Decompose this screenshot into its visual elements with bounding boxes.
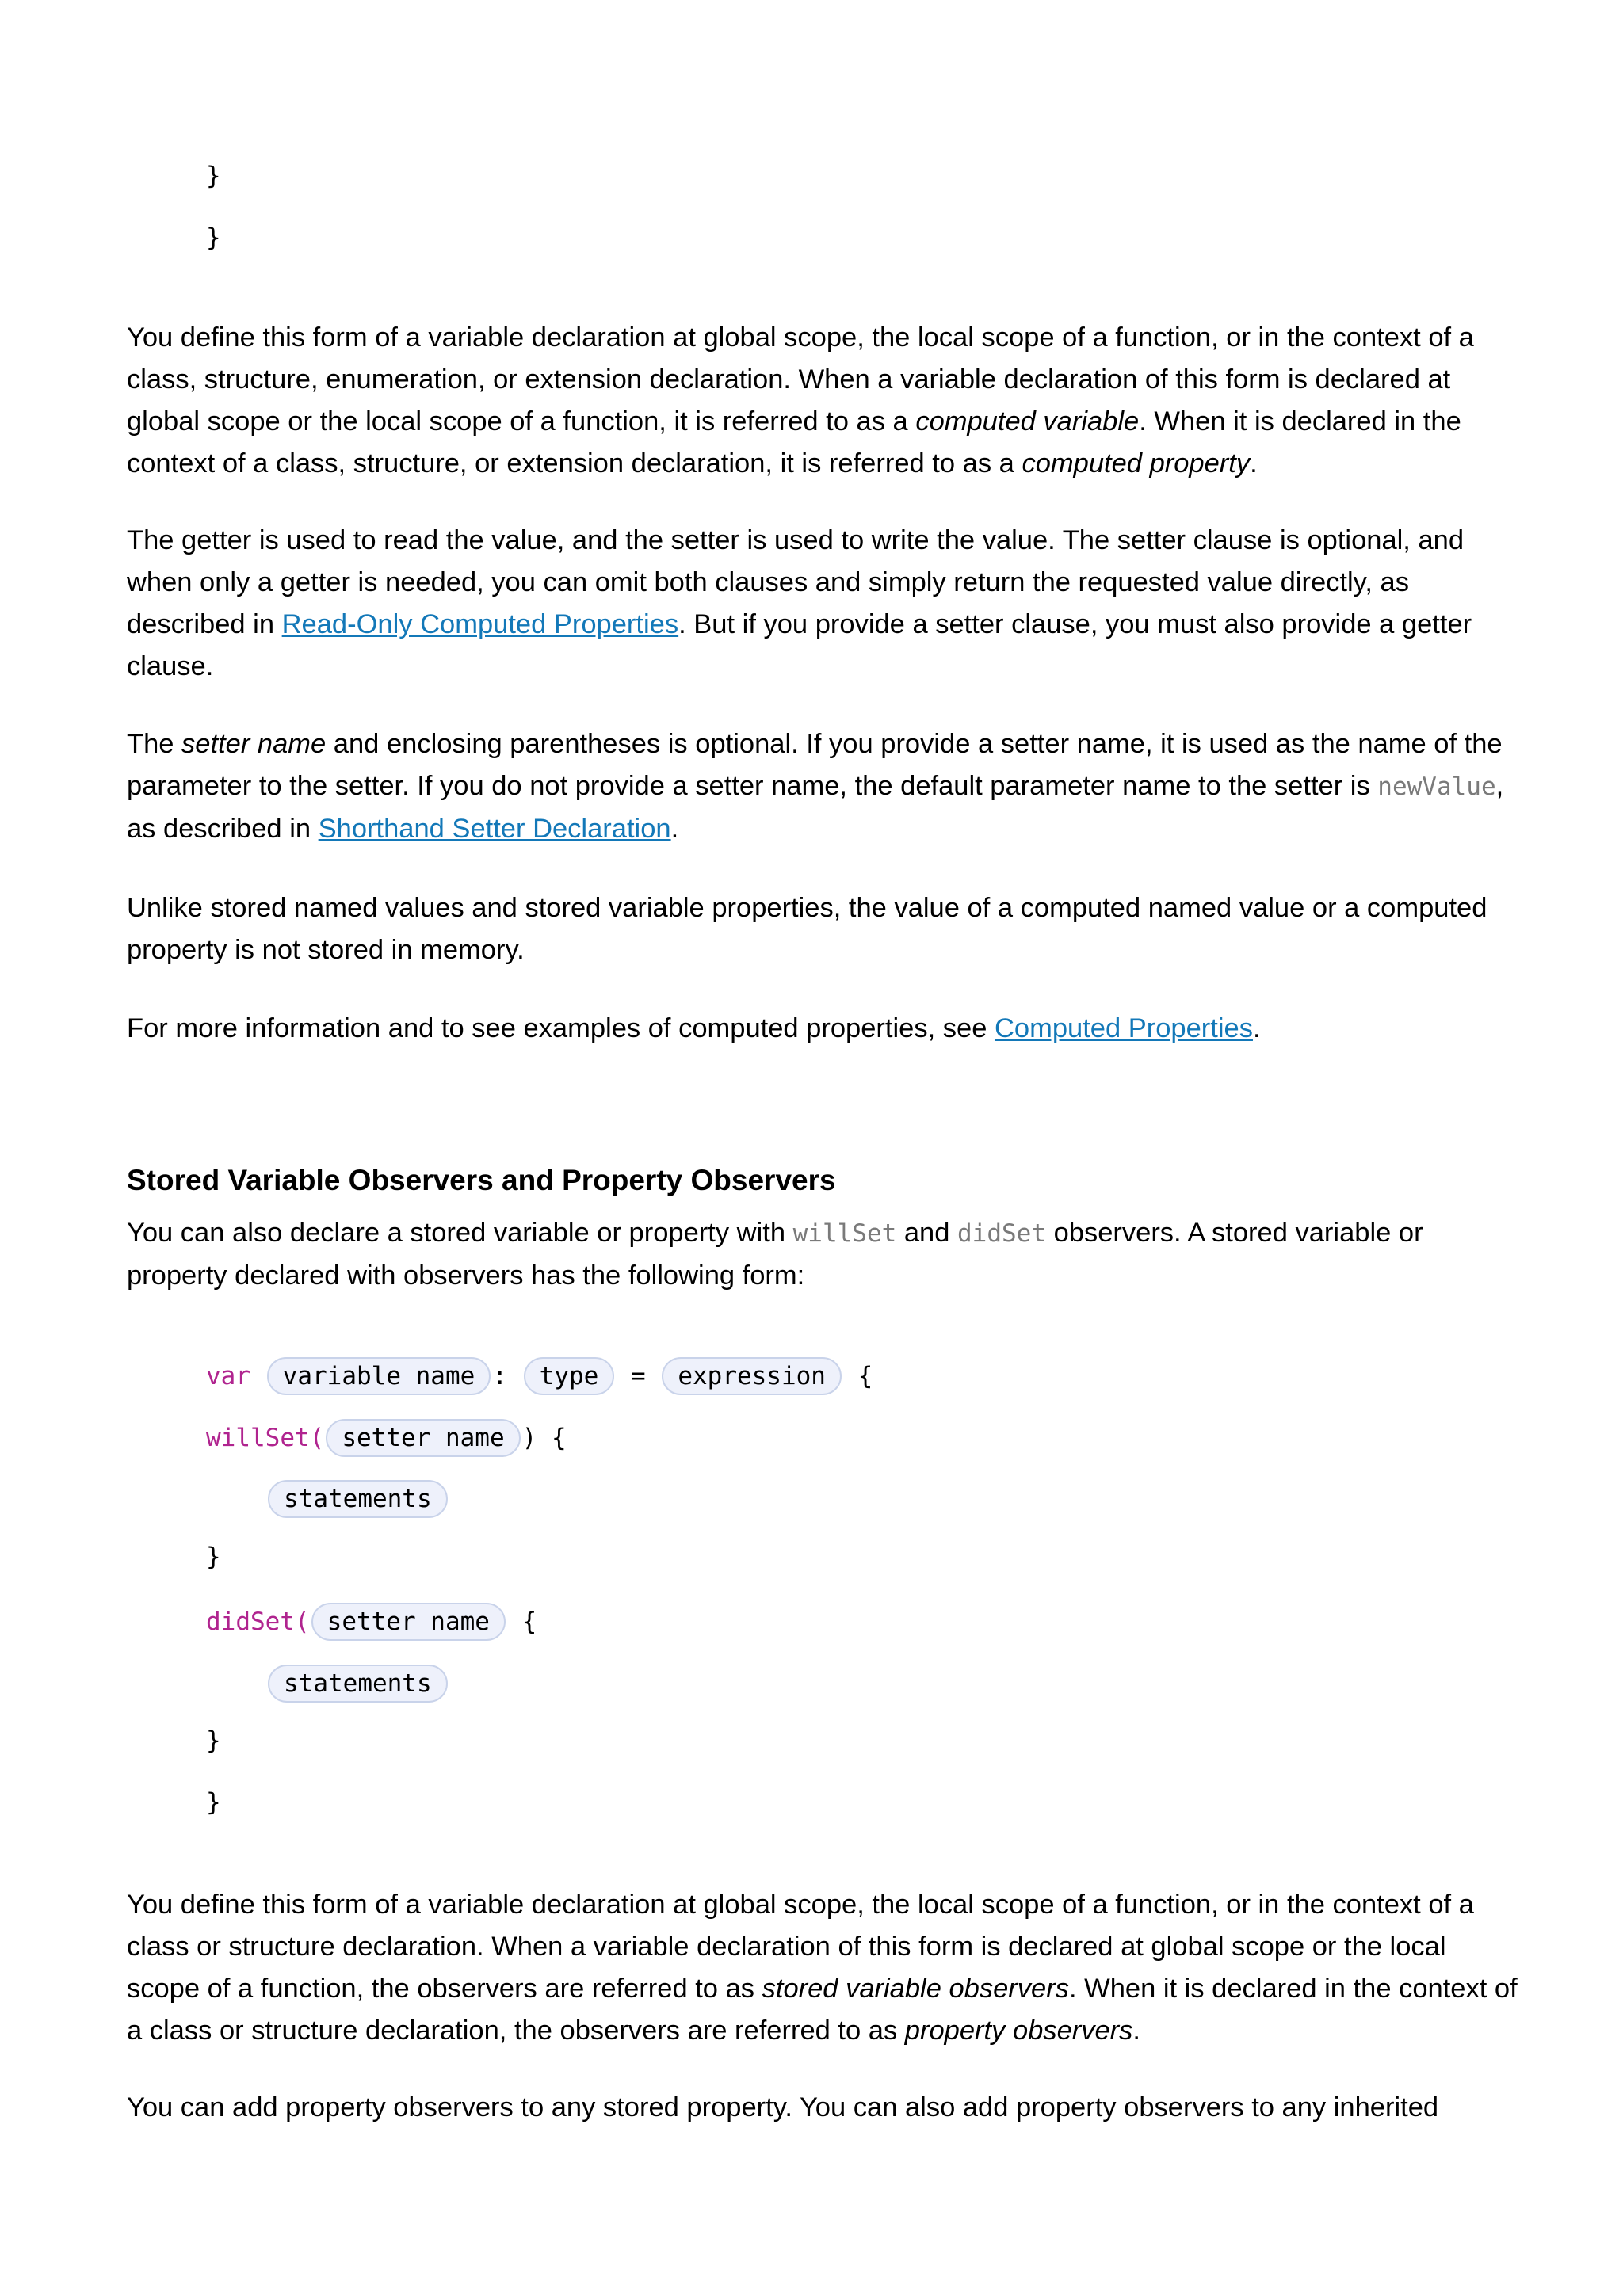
code-line: var variable name : type = expression { (206, 1357, 873, 1395)
paragraph: The setter name and enclosing parentheses is optional. If you provide a setter name, it is used as the name of the parameter to the setter. If you do not provide a setter name, the default parameter name to the setter is newValue, as described in Shorthand Setter Declaration. (127, 729, 1504, 844)
keyword: willSet( (206, 1424, 325, 1452)
placeholder-statements: statements (268, 1480, 448, 1518)
paragraph: For more information and to see examples of computed properties, see Computed Properties. (127, 1013, 1261, 1043)
emphasis: computed property (1022, 448, 1251, 479)
code-closing-brace: } (206, 162, 221, 190)
code-line: } (206, 1788, 221, 1817)
inline-code: willSet (792, 1219, 897, 1248)
code-line: } (206, 1543, 221, 1571)
placeholder-variable-name: variable name (267, 1357, 491, 1395)
code-line: didSet( setter name { (206, 1603, 537, 1641)
placeholder-statements: statements (268, 1665, 448, 1703)
emphasis: property observers (904, 2016, 1133, 2046)
paragraph: You can add property observers to any stored property. You can also add property observers to any inherited (127, 2092, 1439, 2122)
paragraph: You can also declare a stored variable or property with willSet and didSet observers. A stored variable or property declared with observers has the following form: (127, 1218, 1423, 1291)
emphasis: stored variable observers (762, 1974, 1069, 2004)
link-read-only-computed-properties[interactable]: Read-Only Computed Properties (281, 609, 679, 639)
inline-code: didSet (957, 1219, 1046, 1248)
code-line (266, 1480, 449, 1518)
placeholder-expression: expression (662, 1357, 842, 1395)
paragraph: Unlike stored named values and stored variable properties, the value of a computed named value or a computed property is not stored in memory. (127, 893, 1487, 965)
section-heading: Stored Variable Observers and Property Observers (127, 1164, 836, 1196)
link-shorthand-setter-declaration[interactable]: Shorthand Setter Declaration (318, 814, 671, 844)
inline-code: newValue (1377, 772, 1496, 801)
code-line: } (206, 1726, 221, 1755)
placeholder-setter-name: setter name (311, 1603, 506, 1641)
paragraph: You define this form of a variable declaration at global scope, the local scope of a function, or in the context of a class or structure declaration. When a variable declaration of this form is declared at global scope or the local scope of a function, the observers are referred to as stored variable observers. When it is declared in the context of a class or structure declaration, the observers are referred to as property observers. (127, 1890, 1518, 2046)
link-computed-properties[interactable]: Computed Properties (994, 1013, 1253, 1043)
keyword: var (206, 1362, 250, 1390)
paragraph: You define this form of a variable declaration at global scope, the local scope of a function, or in the context of a class, structure, enumeration, or extension declaration. When a variable declaration of this form is declared at global scope or the local scope of a function, it is referred to as a computed variable. When it is declared in the context of a class, structure, or extension declaration, it is referred to as a computed property. (127, 322, 1474, 479)
keyword: didSet( (206, 1608, 310, 1636)
code-closing-brace: } (206, 223, 221, 252)
emphasis: computed variable (915, 406, 1140, 437)
placeholder-setter-name: setter name (326, 1419, 520, 1457)
code-line: willSet( setter name ) { (206, 1419, 567, 1457)
code-line (266, 1665, 449, 1703)
placeholder-type: type (524, 1357, 615, 1395)
emphasis: setter name (181, 729, 327, 759)
paragraph: The getter is used to read the value, and the setter is used to write the value. The setter clause is optional, and when only a getter is needed, you can omit both clauses and simply return the requested value directly, as described in Read-Only Computed Properties. But if you provide a setter clause, you must also provide a getter clause. (127, 525, 1472, 681)
